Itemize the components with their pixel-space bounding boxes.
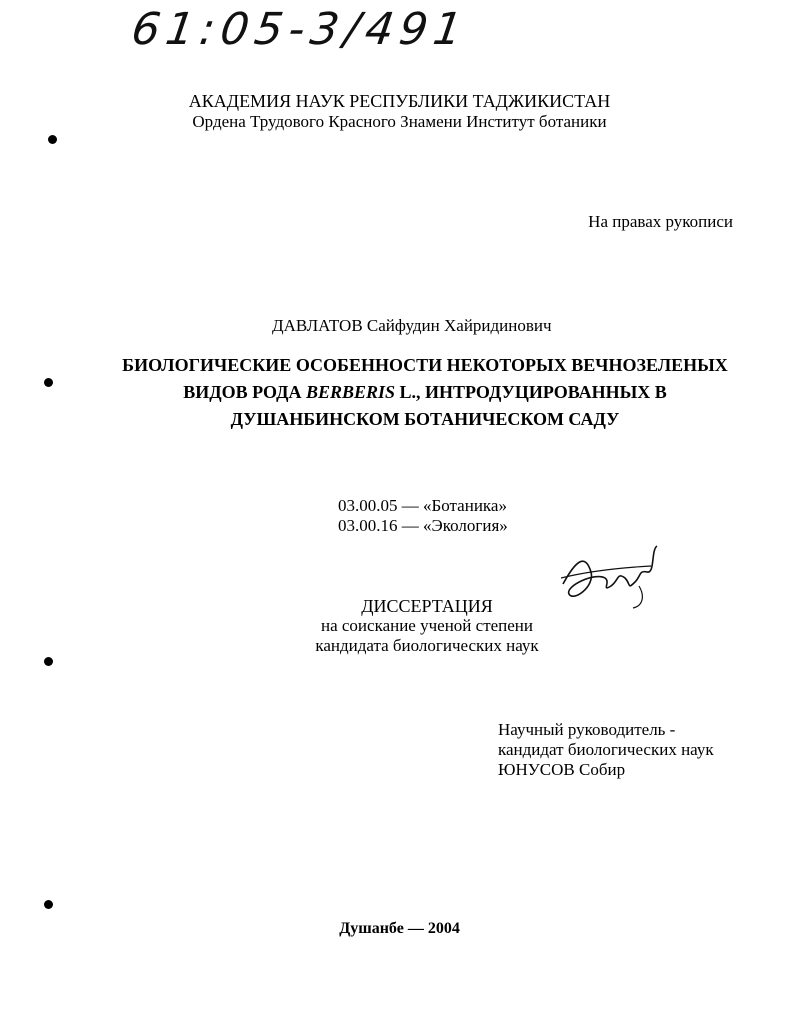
handwritten-archive-code: 61:05-3/491 <box>128 4 472 55</box>
scientific-advisor <box>498 720 714 780</box>
dissertation-heading: ДИССЕРТАЦИЯ <box>361 596 493 616</box>
rights-note: На правах рукописи <box>588 212 733 231</box>
binding-hole-mark <box>44 657 53 666</box>
advisor-name: ЮНУСОВ Собир <box>498 760 626 779</box>
genus-name: BERBERIS <box>305 382 396 402</box>
title-line-2-start: ВИДОВ РОДА <box>183 382 306 402</box>
institute-name: Ордена Трудового Красного Знамени Институт ботаники <box>192 112 607 131</box>
advisor-role: Научный руководитель - <box>498 720 676 739</box>
specialty-botany: 03.00.05 — «Ботаника» <box>338 496 507 515</box>
advisor-degree: кандидат биологических наук <box>498 740 714 759</box>
degree-line-2: кандидата биологических наук <box>315 636 539 655</box>
binding-hole-mark <box>44 900 53 909</box>
author-name: ДАВЛАТОВ Сайфудин Хайридинович <box>272 316 552 335</box>
city-year: Душанбе — 2004 <box>339 920 460 937</box>
title-line-2-end: L., ИНТРОДУЦИРОВАННЫХ В <box>395 382 667 402</box>
specialty-codes <box>338 496 508 536</box>
binding-hole-mark <box>44 378 53 387</box>
degree-statement <box>312 596 542 656</box>
academy-name: АКАДЕМИЯ НАУК РЕСПУБЛИКИ ТАДЖИКИСТАН <box>188 91 611 111</box>
dissertation-title <box>100 352 750 433</box>
title-line-1: БИОЛОГИЧЕСКИЕ ОСОБЕННОСТИ НЕКОТОРЫХ ВЕЧНОЗЕЛЕНЫХ <box>122 355 728 375</box>
title-line-2 <box>100 379 750 406</box>
specialty-ecology: 03.00.16 — «Экология» <box>338 516 508 535</box>
handwritten-signature <box>555 542 665 612</box>
title-line-3: ДУШАНБИНСКОМ БОТАНИЧЕСКОМ САДУ <box>230 409 620 429</box>
degree-line-1: на соискание ученой степени <box>320 616 534 635</box>
binding-hole-mark <box>48 135 57 144</box>
